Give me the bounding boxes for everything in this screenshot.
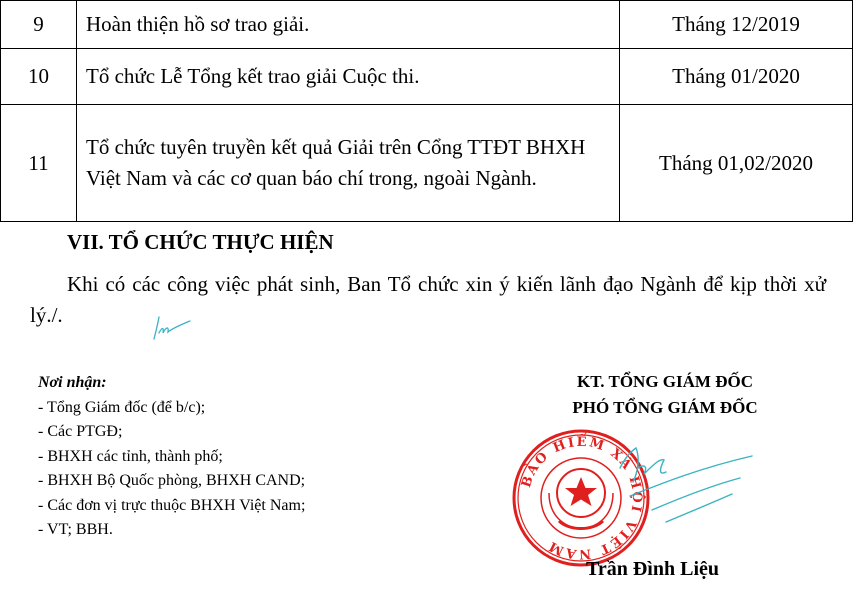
row-time: Tháng 12/2019 <box>620 1 853 49</box>
row-time: Tháng 01/2020 <box>620 49 853 105</box>
row-time: Tháng 01,02/2020 <box>620 105 853 222</box>
row-number: 10 <box>1 49 77 105</box>
signer-title-block <box>510 369 820 421</box>
row-task: Tổ chức Lễ Tổng kết trao giải Cuộc thi. <box>77 49 620 105</box>
initials-mark <box>150 313 194 343</box>
signer-name: Trần Đình Liệu <box>586 558 719 580</box>
row-number: 9 <box>1 1 77 49</box>
row-task: Hoàn thiện hồ sơ trao giải. <box>77 1 620 49</box>
section-heading: VII. TỔ CHỨC THỰC HIỆN <box>67 230 334 254</box>
plan-table <box>0 0 853 222</box>
table-row <box>1 105 853 222</box>
recipients-block <box>38 371 305 543</box>
table-row <box>1 49 853 105</box>
handwritten-signature <box>600 438 760 548</box>
recipient-item: - VT; BBH. <box>38 521 113 538</box>
table-row <box>1 1 853 49</box>
recipients-heading: Nơi nhận: <box>38 374 107 391</box>
recipient-item: - Tổng Giám đốc (để b/c); <box>38 398 206 416</box>
recipient-item: - BHXH Bộ Quốc phòng, BHXH CAND; <box>38 472 306 489</box>
signer-title-line1: KT. TỔNG GIÁM ĐỐC <box>577 372 753 391</box>
recipient-item: - BHXH các tỉnh, thành phố; <box>38 447 223 465</box>
row-number: 11 <box>1 105 77 222</box>
seal-text: BẢO HIỂM XÃ HỘI VIỆT NAM <box>519 434 645 562</box>
section-paragraph: Khi có các công việc phát sinh, Ban Tổ chức xin ý kiến lãnh đạo Ngành để kịp thời xử lý./. <box>30 272 826 327</box>
recipient-item: - Các PTGĐ; <box>38 423 123 440</box>
row-task: Tổ chức tuyên truyền kết quả Giải trên Cổng TTĐT BHXH Việt Nam và các cơ quan báo chí trong, ngoài Ngành. <box>77 105 620 222</box>
recipient-item: - Các đơn vị trực thuộc BHXH Việt Nam; <box>38 496 306 514</box>
signer-title-line2: PHÓ TỔNG GIÁM ĐỐC <box>572 398 758 417</box>
